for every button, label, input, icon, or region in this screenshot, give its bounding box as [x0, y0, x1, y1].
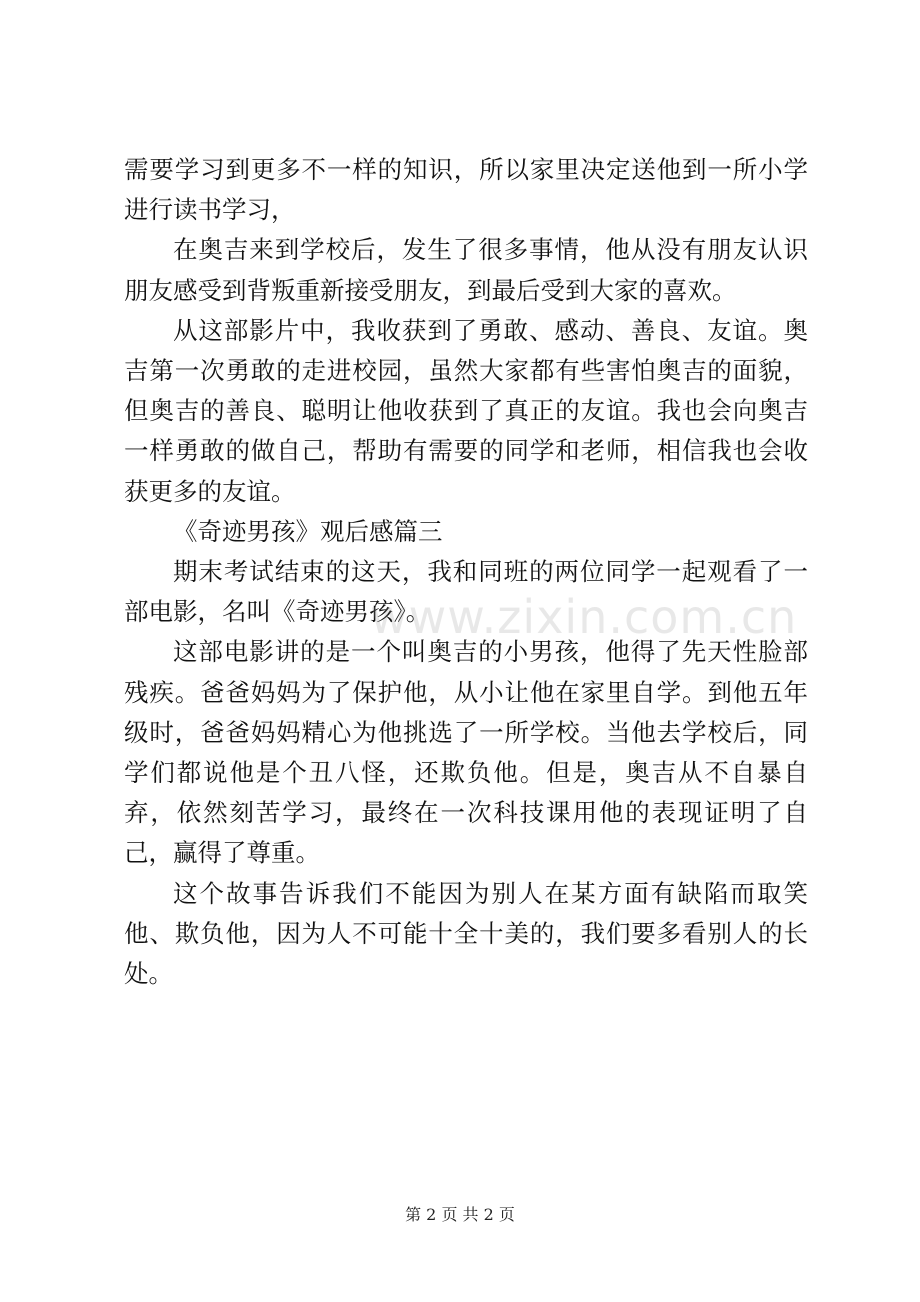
paragraph: 期末考试结束的这天，我和同班的两位同学一起观看了一部电影，名叫《奇迹男孩》。 [124, 557, 808, 627]
paragraph: 这部电影讲的是一个叫奥吉的小男孩，他得了先天性脸部残疾。爸爸妈妈为了保护他，从小让他在家里自学。到他五年级时，爸爸妈妈精心为他挑选了一所学校。当他去学校后，同学们都说他是个丑八怪，还欺负他。但是，奥吉从不自暴自弃，依然刻苦学习，最终在一次科技课用他的表现证明了自己，赢得了尊重。 [124, 637, 808, 868]
paragraph-continued: 需要学习到更多不一样的知识，所以家里决定送他到一所小学进行读书学习， [124, 155, 808, 225]
section-heading: 《奇迹男孩》观后感篇三 [173, 516, 443, 546]
paragraph: 这个故事告诉我们不能因为别人在某方面有缺陷而取笑他、欺负他，因为人不可能十全十美的，我们要多看别人的长处。 [124, 878, 808, 989]
page-footer: 第 2 页 共 2 页 [405, 1205, 515, 1224]
paragraph: 在奥吉来到学校后，发生了很多事情，他从没有朋友认识朋友感受到背叛重新接受朋友，到最后受到大家的喜欢。 [124, 235, 808, 305]
watermark-text: www.zixin.com.cn [370, 590, 798, 644]
paragraph: 从这部影片中，我收获到了勇敢、感动、善良、友谊。奥吉第一次勇敢的走进校园，虽然大家都有些害怕奥吉的面貌，但奥吉的善良、聪明让他收获到了真正的友谊。我也会向奥吉一样勇敢的做自己，帮助有需要的同学和老师，相信我也会收获更多的友谊。 [124, 315, 808, 506]
document-body [124, 150, 808, 994]
